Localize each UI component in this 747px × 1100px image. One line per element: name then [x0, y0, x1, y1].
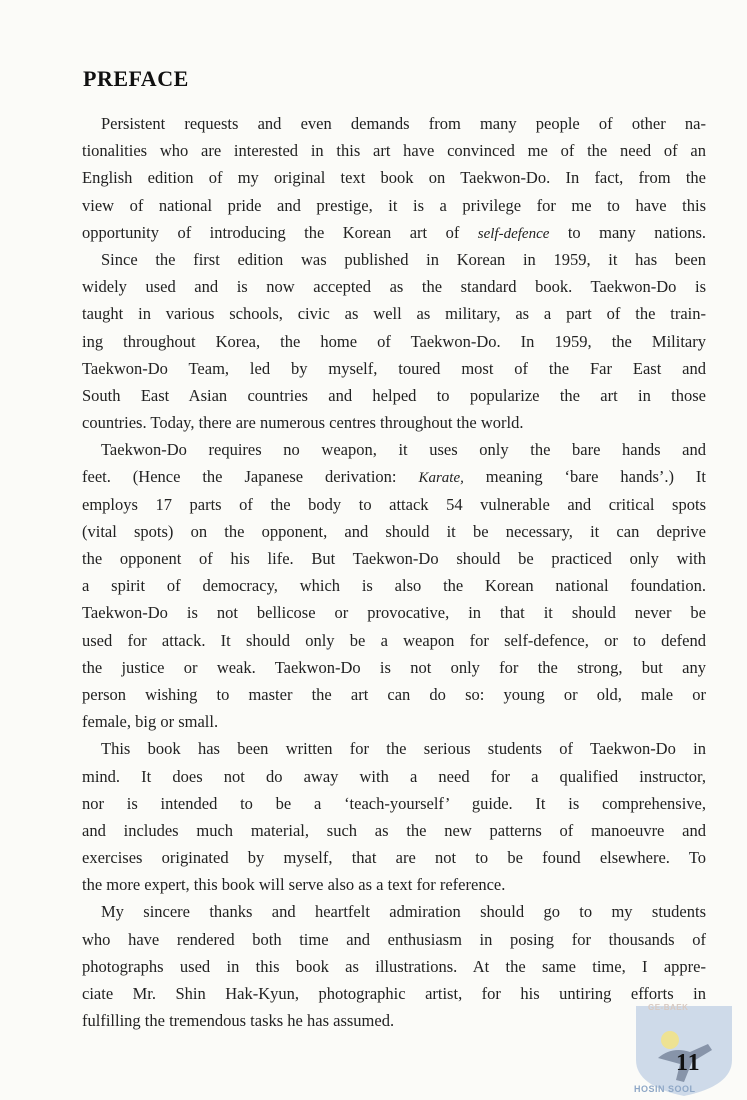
- text-line: Taekwon-Do is not bellicose or provocative, in that it should never be: [82, 603, 706, 623]
- text-line: feet. (Hence the Japanese derivation: Karate, meaning ‘bare hands’.) It: [82, 467, 706, 487]
- text-line: English edition of my original text book on Taekwon-Do. In fact, from the: [82, 168, 706, 188]
- text-line: countries. Today, there are numerous centres throughout the world.: [82, 413, 524, 433]
- watermark-bottom-text: HOSIN SOOL: [634, 1084, 696, 1094]
- text-line: a spirit of democracy, which is also the Korean national foundation.: [82, 576, 706, 596]
- text-line: (vital spots) on the opponent, and should it be necessary, it can deprive: [82, 521, 706, 541]
- text-line: used for attack. It should only be a weapon for self-defence, or to defend: [82, 630, 706, 650]
- text-line: Taekwon-Do Team, led by myself, toured most of the Far East and: [82, 358, 706, 378]
- text-line: widely used and is now accepted as the standard book. Taekwon-Do is: [82, 277, 706, 297]
- text-line: Since the first edition was published in Korean in 1959, it has been: [101, 249, 706, 269]
- text-line: exercises originated by myself, that are not to be found elsewhere. To: [82, 848, 706, 868]
- text-line: nor is intended to be a ‘teach-yourself’ guide. It is comprehensive,: [82, 793, 706, 813]
- text-line: the more expert, this book will serve also as a text for reference.: [82, 875, 506, 895]
- text-line: fulfilling the tremendous tasks he has assumed.: [82, 1011, 395, 1031]
- text-line: My sincere thanks and heartfelt admiration should go to my students: [101, 902, 706, 922]
- paragraph-5: [82, 898, 706, 1034]
- text-line: tionalities who are interested in this art have convinced me of the need of an: [82, 141, 706, 161]
- text-line: This book has been written for the serious students of Taekwon-Do in: [101, 739, 706, 759]
- text-line: opportunity of introducing the Korean art of self-defence to many nations.: [82, 222, 706, 242]
- text-line: the justice or weak. Taekwon-Do is not only for the strong, but any: [82, 657, 706, 677]
- text-line: taught in various schools, civic as well as military, as a part of the train-: [82, 304, 706, 324]
- figure-head-icon: [661, 1031, 679, 1049]
- text-line: the opponent of his life. But Taekwon-Do should be practiced only with: [82, 549, 706, 568]
- text-line: South East Asian countries and helped to popularize the art in those: [82, 385, 706, 405]
- text-line: who have rendered both time and enthusiasm in posing for thousands of: [82, 929, 706, 949]
- text-line: ciate Mr. Shin Hak-Kyun, photographic artist, for his untiring efforts in: [82, 984, 706, 1003]
- watermark-top-text: GE-BAEK: [648, 1003, 689, 1012]
- paragraph-2: [82, 246, 706, 436]
- text-line: mind. It does not do away with a need for a qualified instructor,: [82, 766, 706, 786]
- text-line: employs 17 parts of the body to attack 54 vulnerable and critical spots: [82, 494, 706, 514]
- text-line: view of national pride and prestige, it is a privilege for me to have this: [82, 195, 706, 215]
- paragraph-3: [82, 436, 706, 735]
- paragraph-4: [82, 735, 706, 898]
- italic-phrase: self-defence: [477, 225, 550, 242]
- text-line: person wishing to master the art can do so: young or old, male or: [82, 684, 706, 704]
- text-line: Persistent requests and even demands from many people of other na-: [101, 114, 706, 133]
- italic-phrase: Karate,: [418, 470, 464, 487]
- text-line: female, big or small.: [82, 712, 219, 732]
- preface-body: [82, 110, 706, 1034]
- text-line: photographs used in this book as illustrations. At the same time, I appre-: [82, 956, 706, 976]
- page-title: PREFACE: [83, 66, 189, 91]
- page-number: 11: [676, 1050, 701, 1076]
- paragraph-1: [82, 110, 706, 246]
- text-line: ing throughout Korea, the home of Taekwon-Do. In 1959, the Military: [82, 331, 706, 351]
- text-line: and includes much material, such as the new patterns of manoeuvre and: [82, 820, 706, 840]
- text-line: Taekwon-Do requires no weapon, it uses only the bare hands and: [101, 440, 706, 460]
